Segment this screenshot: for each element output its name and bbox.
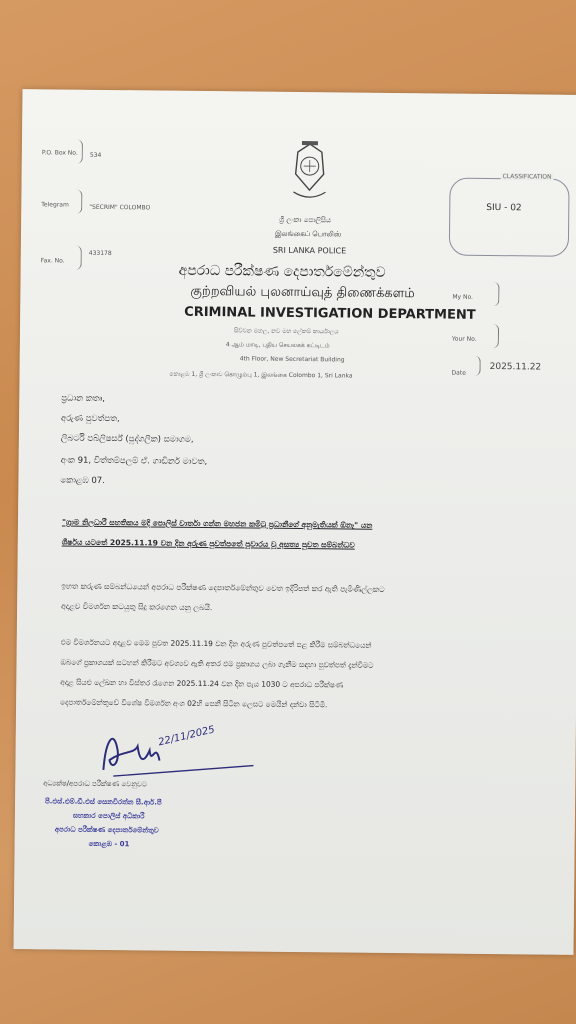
recipient-line: අංක 91, චිත්තම්පලම් ඒ. ගාඩිනර් මාවත, [60, 455, 208, 468]
dept-tamil: குற்றவியல் புலனாய்வுத் திணைக்களம் [190, 283, 415, 302]
brace [75, 190, 82, 214]
your-no-label: Your No. [451, 335, 477, 343]
recipient-line: අරුණ පුවත්පත, [61, 413, 120, 425]
letter-page [14, 89, 576, 955]
police-english: SRI LANKA POLICE [272, 245, 347, 256]
classification-label: CLASSIFICATION [502, 173, 552, 181]
brace [474, 356, 481, 376]
my-no-label: My No. [452, 293, 474, 301]
paragraph-2-line: දෙපාර්තමේන්තුවේ විශේෂ විමර්ශන අංශ 02හි පෙනී සිටින ලෙසට මෙයින් දන්වා සිටිමි. [60, 697, 328, 710]
classification-box [449, 173, 570, 257]
date-label: Date [451, 369, 466, 377]
recipient-line: ප්‍රධාන කතෘ, [61, 393, 106, 404]
address-tamil: 4 ஆம் மாடி, புதிய செயலகக் கட்டிடம் [225, 341, 330, 350]
brace [492, 282, 499, 306]
signature-scribble [93, 720, 264, 782]
fax-label: Fax. No. [40, 257, 65, 265]
classification-value: SIU - 02 [486, 202, 522, 214]
brace [492, 324, 499, 348]
police-tamil: இலங்கைப் பொலிஸ் [274, 229, 342, 239]
date-value: 2025.11.22 [489, 361, 542, 373]
paragraph-2-line: ඔබගේ ප්‍රකාශයක් සටහන් කිරීමට අවශ්‍යව ඇති අතර එම ප්‍රකාශය ලබා ගැනීම සඳහා පුවත්පත් දැන්වීමට [60, 657, 374, 670]
telegram-value: "SECRIM" COLOMBO [89, 203, 151, 212]
brace [76, 140, 83, 164]
stamp-line: කොළඹ - 01 [88, 839, 130, 849]
subject-line-1: "ග්‍රාම නිලධාරී සහතිකය මදි පොලිස් වාර්තා ගන්න මහජන කමිටු ප්‍රධානීගේ අනුමැතියක් ඕනෑ" යන [61, 517, 373, 530]
telegram-label: Telegram [41, 201, 69, 209]
dept-sinhala: අපරාධ පරීක්ෂණ දෙපාර්තමේන්තුව [178, 262, 386, 281]
signature-date: 22/11/2025 [157, 724, 216, 749]
sri-lanka-police-emblem-icon [287, 140, 332, 208]
address-sinhala: සිව්වන මහල, නව මහ ලේකම් කාර්යාලය [233, 327, 339, 336]
dept-english: CRIMINAL INVESTIGATION DEPARTMENT [184, 304, 476, 323]
brace [75, 246, 82, 270]
po-box-value: 534 [89, 151, 102, 159]
police-sinhala: ශ්‍රී ලංකා පොලිසිය [279, 215, 331, 225]
subject-line-2: ශීර්ෂය යටතේ 2025.11.19 වන දින අරුණ පුවත්පතේ පුවාරය වූ අසත්‍ය පුවත සම්බන්ධව [61, 537, 355, 550]
paragraph-2-line: එම විමර්ශනයට අදාළව මෙම පුවත 2025.11.19 වන දින අරුණ පුවත්පතේ පළ කිරීම සම්බන්ධයෙන් [60, 637, 372, 650]
fax-value: 433178 [88, 249, 112, 258]
city-line: කොළඹ 1, ශ්‍රී ලංකාව கொழும்பு 1, இலங்கை Colombo 1, Sri Lanka [169, 370, 353, 380]
recipient-line: ලිබර්ටි පබ්ලිෂර්ස් (පුද්ගලික) සමාගම, [60, 433, 194, 445]
po-box-label: P.O. Box No. [41, 149, 78, 157]
paragraph-2-line: අදාළ සියළු ලේඛන හා විස්තර රැගෙන 2025.11.24 වන දින පැය 1030 ට අපරාධ පරීක්ෂණ [60, 677, 344, 690]
address-english: 4th Floor, New Secretariat Building [239, 355, 345, 364]
stamp-line: සහකාර පොලිස් අධිකාරී [72, 811, 145, 821]
stamp-line: අපරාධ පරීක්ෂණ දෙපාර්තමේන්තුව [54, 825, 159, 835]
paragraph-1-line: ඉහත කරුණ සම්බන්ධයෙන් අපරාධ පරීක්ෂණ දෙපාර්තමේන්තුව වෙත ඉදිරිපත් කර ඇති පැමිණිල්ලකට [61, 581, 385, 594]
paragraph-1-line: අදාළව විමර්ශන කටයුතු සිදු කරගෙන යනු ලබයි. [61, 601, 213, 613]
recipient-line: කොළඹ 07. [60, 475, 105, 486]
sign-line: අධ්‍යක්ෂ/අපරාධ පරීක්ෂණ වෙනුවට [43, 779, 148, 789]
stamp-line: පී.එස්.එම්.ඩී.එස් සෙනවිරත්න සී.ආර්.පී [45, 797, 162, 807]
